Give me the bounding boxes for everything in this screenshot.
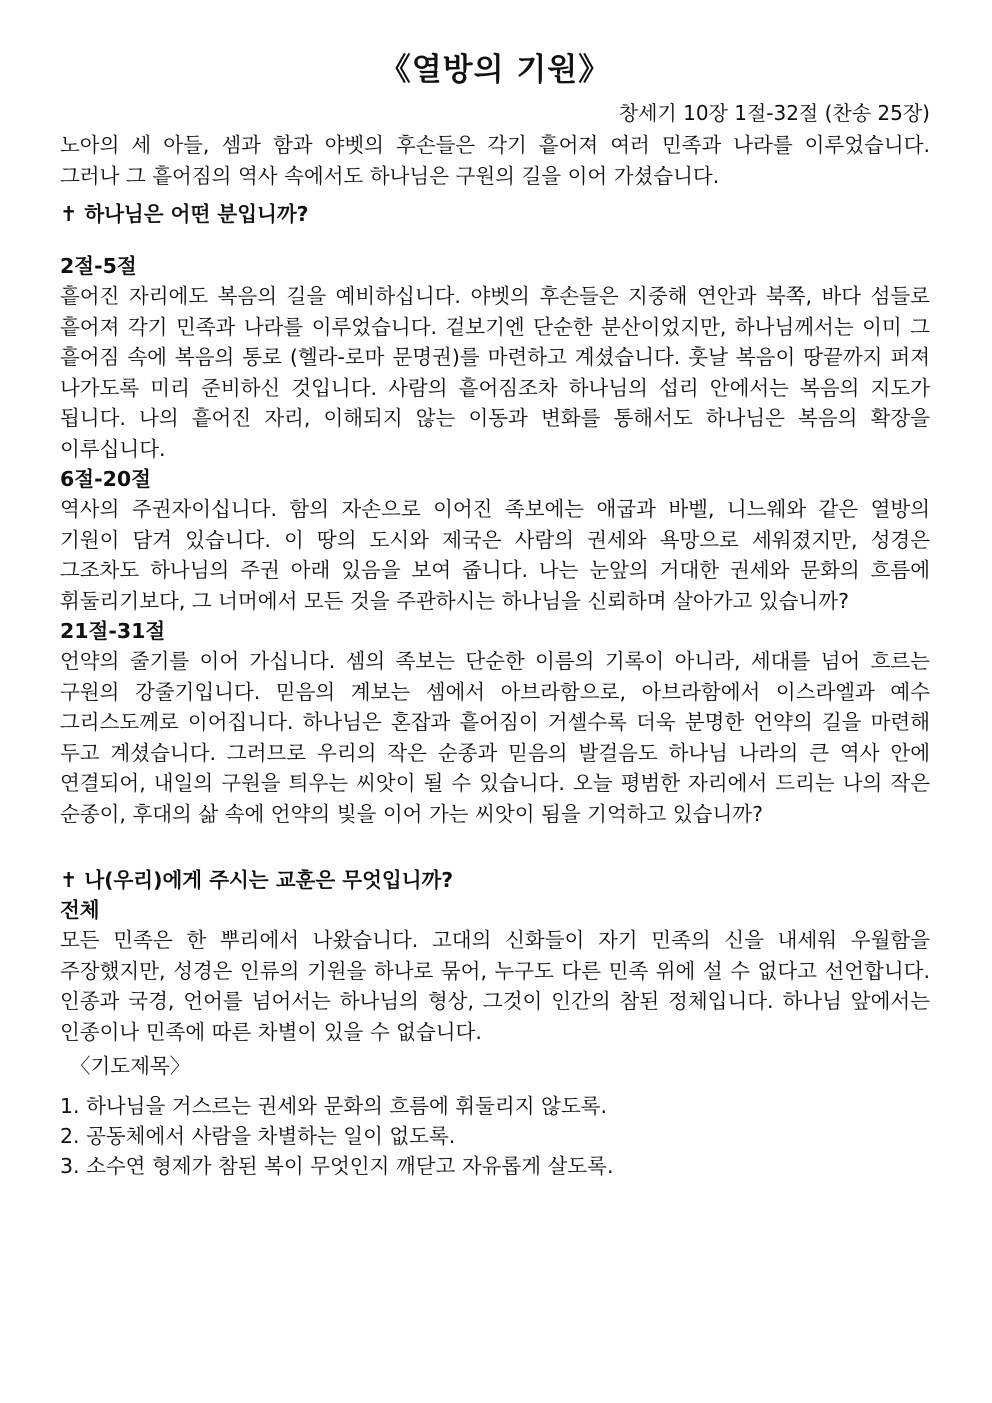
- spacer: [60, 229, 930, 251]
- prayer-list: [60, 1091, 930, 1181]
- document-page: [60, 48, 930, 1181]
- spacer: [60, 829, 930, 857]
- intro-paragraph: 노아의 세 아들, 셈과 함과 야벳의 후손들은 각기 흩어져 여러 민족과 나라를 이루었습니다. 그러나 그 흩어짐의 역사 속에서도 하나님은 구원의 길을 이어 가셨습니다.: [60, 133, 930, 188]
- section-body-2-5: 흩어진 자리에도 복음의 길을 예비하십니다. 야벳의 후손들은 지중해 연안과 북쪽, 바다 섬들로 흩어져 각기 민족과 나라를 이루었습니다. 겉보기엔 단순한 분산이었지만, 하나님께서는 이미 그 흩어짐 속에 복음의 통로 (헬라-로마 문명권)를 마련하고 계셨습니다. 훗날 복음이 땅끝까지 퍼져 나가도록 미리 준비하신 것입니다. 사람의 흩어짐조차 하나님의 섭리 안에서는 복음의 지도가 됩니다. 나의 흩어진 자리, 이해되지 않는 이동과 변화를 통해서도 하나님은 복음의 확장을 이루십니다.: [60, 284, 930, 461]
- prayer-item: 1. 하나님을 거스르는 권세와 문화의 흐름에 휘둘리지 않도록.: [60, 1094, 607, 1118]
- section-heading-overall: 전체: [60, 898, 100, 922]
- document-title: 《열방의 기원》: [379, 52, 611, 88]
- prayer-item: 2. 공동체에서 사람을 차별하는 일이 없도록.: [60, 1124, 456, 1148]
- scripture-reference: 창세기 10장 1절-32절 (찬송 25장): [618, 101, 930, 125]
- section-body-overall: 모든 민족은 한 뿌리에서 나왔습니다. 고대의 신화들이 자기 민족의 신을 내세워 우월함을 주장했지만, 성경은 인류의 기원을 하나로 묶어, 누구도 다른 민족 위에 설 수 없다고 선언합니다. 인종과 국경, 언어를 넘어서는 하나님의 형상, 그것이 인간의 참된 정체입니다. 하나님 앞에서는 인종이나 민족에 따른 차별이 있을 수 없습니다.: [60, 928, 930, 1044]
- section-heading-2-5: 2절-5절: [60, 254, 137, 278]
- prayer-item: 3. 소수연 형제가 참된 복이 무엇인지 깨닫고 자유롭게 살도록.: [60, 1154, 614, 1178]
- question-who-is-god: ✝ 하나님은 어떤 분입니까?: [60, 202, 309, 226]
- section-heading-21-31: 21절-31절: [60, 619, 166, 643]
- question-lesson: ✝ 나(우리)에게 주시는 교훈은 무엇입니까?: [60, 868, 454, 892]
- section-body-6-20: 역사의 주권자이십니다. 함의 자손으로 이어진 족보에는 애굽과 바벨, 니느웨와 같은 열방의 기원이 담겨 있습니다. 이 땅의 도시와 제국은 사람의 권세와 욕망으로 세워졌지만, 성경은 그조차도 하나님의 주권 아래 있음을 보여 줍니다. 나는 눈앞의 거대한 권세와 문화의 흐름에 휘둘리기보다, 그 너머에서 모든 것을 주관하시는 하나님을 신뢰하며 살아가고 있습니까?: [60, 497, 930, 613]
- section-heading-6-20: 6절-20절: [60, 467, 151, 491]
- section-body-21-31: 언약의 줄기를 이어 가십니다. 셈의 족보는 단순한 이름의 기록이 아니라, 세대를 넘어 흐르는 구원의 강줄기입니다. 믿음의 계보는 셈에서 아브라함으로, 아브라함에서 이스라엘과 예수 그리스도께로 이어집니다. 하나님은 혼잡과 흩어짐이 거셀수록 더욱 분명한 언약의 길을 마련해 두고 계셨습니다. 그러므로 우리의 작은 순종과 믿음의 발걸음도 하나님 나라의 큰 역사 안에 연결되어, 내일의 구원을 틔우는 씨앗이 될 수 있습니다. 오늘 평범한 자리에서 드리는 나의 작은 순종이, 후대의 삶 속에 언약의 빛을 이어 가는 씨앗이 됨을 기억하고 있습니까?: [60, 649, 930, 826]
- prayer-title: 〈기도제목〉: [70, 1054, 191, 1078]
